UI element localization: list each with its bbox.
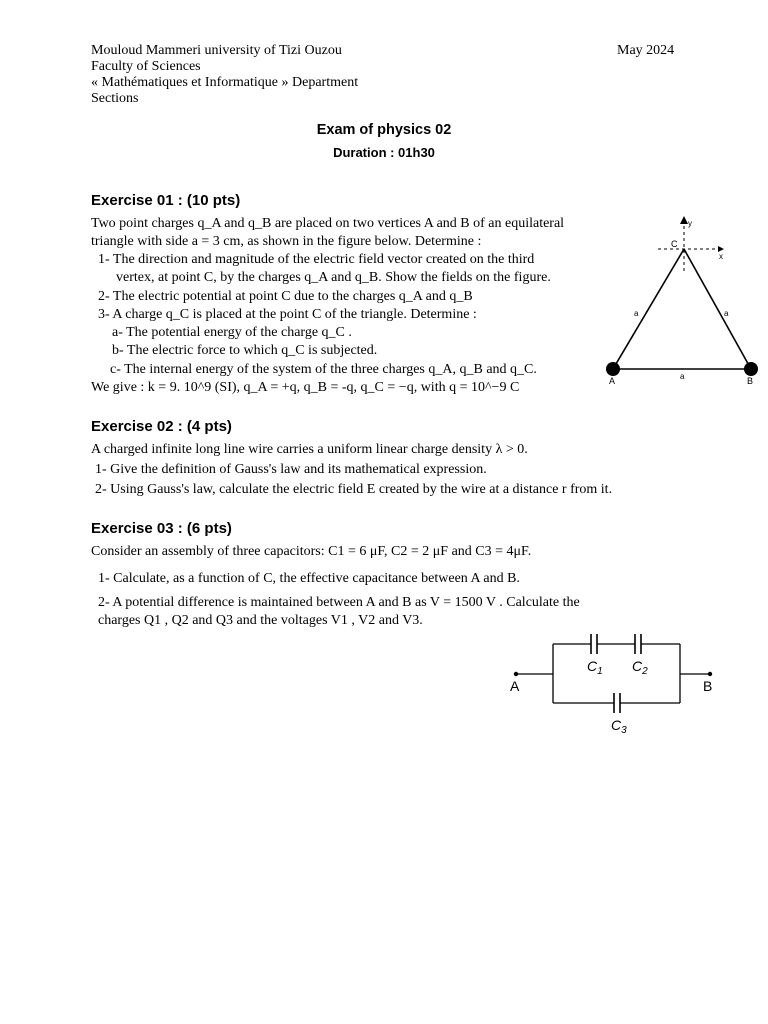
- terminal-a-dot: [514, 672, 518, 676]
- exam-duration: Duration : 01h30: [333, 145, 435, 160]
- ex1-question-3c: c- The internal energy of the system of the three charges q_A, q_B and q_C.: [110, 362, 537, 377]
- ex2-question-2: 2- Using Gauss's law, calculate the electric field E created by the wire at a distance r from it.: [95, 482, 613, 497]
- c2-label: $C_2$: [632, 658, 648, 677]
- ex1-question-3b: b- The electric force to which q_C is subjected.: [112, 343, 378, 358]
- terminal-b-dot: [708, 672, 712, 676]
- side-bottom-label: a: [680, 372, 685, 381]
- ex3-intro: Consider an assembly of three capacitors: C1 = 6 μF, C2 = 2 μF and C3 = 4μF.: [91, 544, 532, 559]
- side-right-label: a: [724, 309, 729, 318]
- ex1-given-values: We give : k = 9. 10^9 (SI), q_A = +q, q_B = -q, q_C = −q, with q = 10^−9 C: [91, 380, 520, 395]
- ex3-question-1: 1- Calculate, as a function of C, the effective capacitance between A and B.: [98, 571, 520, 586]
- side-cb: [684, 249, 751, 369]
- terminal-b-label: B: [703, 678, 713, 694]
- charge-b-dot: [744, 362, 758, 376]
- c3-label: $C_3$: [611, 717, 627, 736]
- ex1-question-1-cont: vertex, at point C, by the charges q_A and q_B. Show the fields on the figure.: [116, 270, 551, 285]
- exercise-03-heading: Exercise 03 : (6 pts): [91, 520, 232, 537]
- capacitor-c3: [614, 693, 620, 713]
- exercise-02-heading: Exercise 02 : (4 pts): [91, 418, 232, 435]
- ex2-intro: A charged infinite long line wire carries a uniform linear charge density λ > 0.: [91, 442, 528, 457]
- department-name: « Mathématiques et Informatique » Department: [91, 75, 359, 90]
- ex1-question-1: 1- The direction and magnitude of the electric field vector created on the third: [98, 252, 535, 267]
- triangle-figure: [600, 212, 765, 388]
- y-axis-label: y: [688, 219, 692, 228]
- side-ac: [613, 249, 684, 369]
- circuit-wires: [516, 644, 713, 703]
- side-left-label: a: [634, 309, 639, 318]
- x-axis-label: x: [719, 252, 723, 261]
- exam-date: May 2024: [617, 43, 675, 58]
- charge-a-dot: [606, 362, 620, 376]
- ex1-question-2: 2- The electric potential at point C due to the charges q_A and q_B: [98, 289, 473, 304]
- ex2-question-1: 1- Give the definition of Gauss's law and its mathematical expression.: [95, 462, 487, 477]
- sections-label: Sections: [91, 91, 139, 106]
- university-name: Mouloud Mammeri university of Tizi Ouzou: [91, 43, 342, 58]
- ex3-question-2: 2- A potential difference is maintained between A and B as V = 1500 V . Calculate the: [98, 595, 580, 610]
- exercise-01-heading: Exercise 01 : (10 pts): [91, 192, 241, 209]
- vertex-c-label: C: [671, 239, 678, 249]
- ex3-question-2-cont: charges Q1 , Q2 and Q3 and the voltages V1 , V2 and V3.: [98, 613, 423, 628]
- ex1-question-3a: a- The potential energy of the charge q_C .: [112, 325, 352, 340]
- ex1-question-3: 3- A charge q_C is placed at the point C of the triangle. Determine :: [98, 307, 477, 322]
- capacitor-c1: [591, 634, 597, 654]
- terminal-a-label: A: [510, 678, 520, 694]
- faculty-name: Faculty of Sciences: [91, 59, 201, 74]
- ex1-intro-line-1: Two point charges q_A and q_B are placed on two vertices A and B of an equilateral: [91, 216, 565, 231]
- vertex-b-label: B: [747, 376, 754, 386]
- capacitor-c2: [635, 634, 641, 654]
- y-axis-arrow: [680, 216, 688, 224]
- c1-label: $C_1$: [587, 658, 603, 677]
- exam-title: Exam of physics 02: [316, 122, 452, 138]
- ex1-intro-line-2: triangle with side a = 3 cm, as shown in the figure below. Determine :: [91, 234, 482, 249]
- capacitor-circuit: [505, 630, 725, 740]
- vertex-a-label: A: [609, 376, 616, 386]
